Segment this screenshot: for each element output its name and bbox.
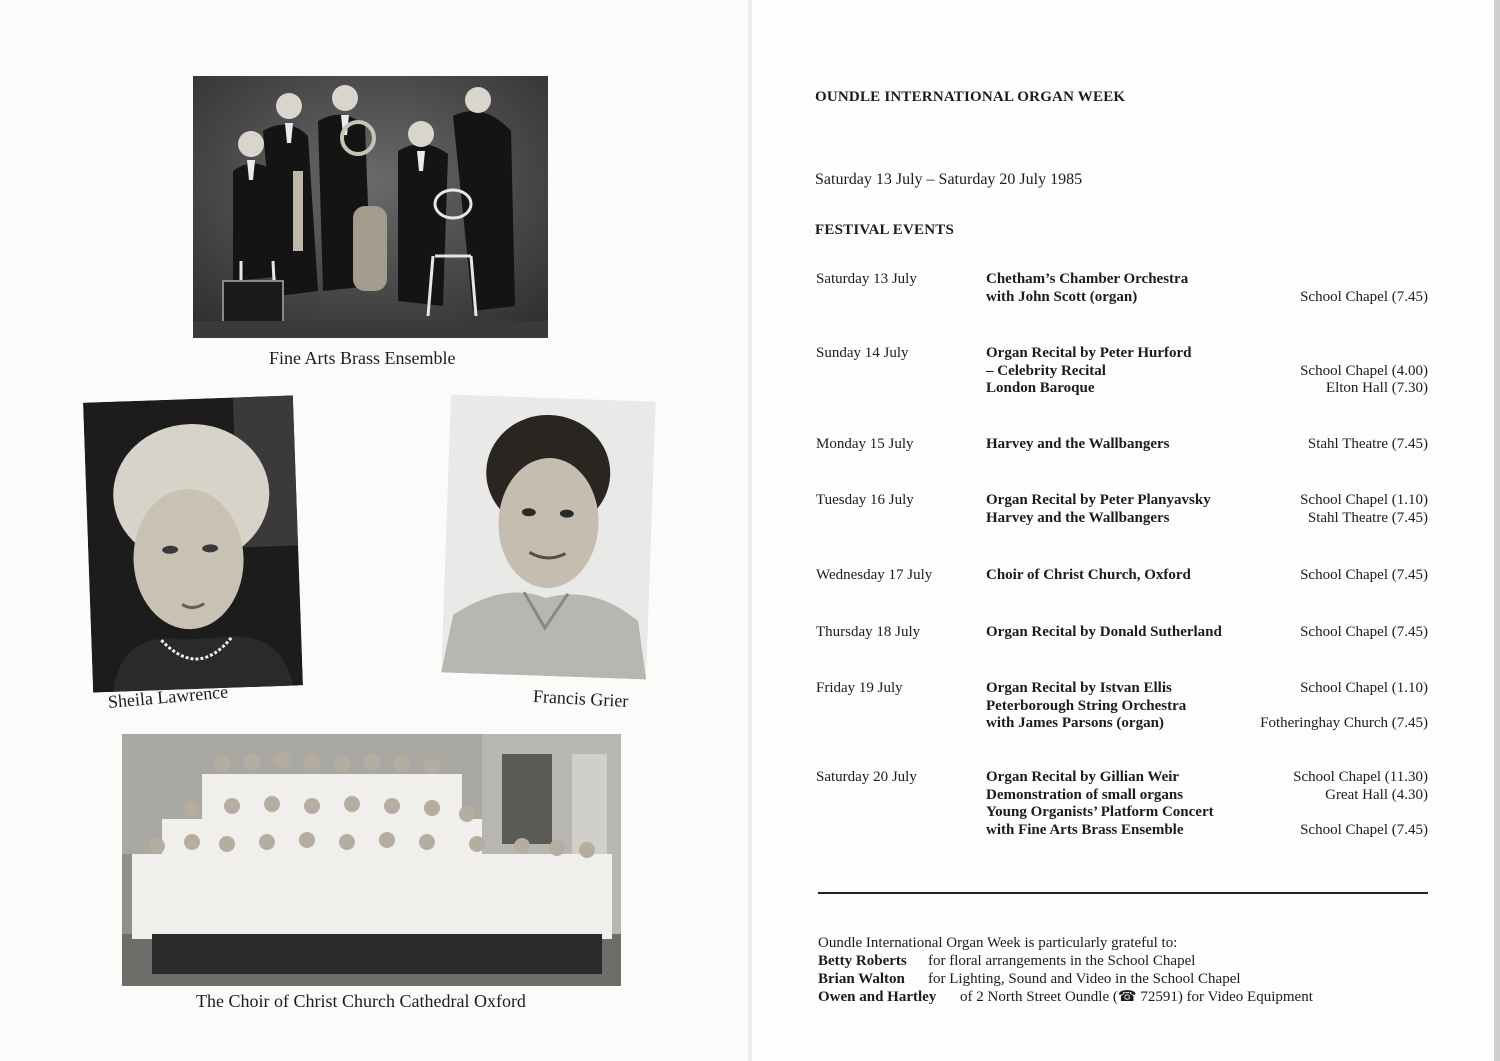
event-venues bbox=[1300, 345, 1428, 398]
choir-caption: The Choir of Christ Church Cathedral Oxford bbox=[196, 991, 526, 1011]
brass-ensemble-photo bbox=[193, 76, 548, 338]
francis-grier-caption: Francis Grier bbox=[532, 686, 629, 711]
event-venue: School Chapel (7.45) bbox=[1300, 288, 1428, 305]
event-titles bbox=[986, 567, 1191, 585]
event-venue: Great Hall (4.30) bbox=[1325, 786, 1428, 803]
event-venue: School Chapel (1.10) bbox=[1300, 492, 1428, 508]
thanks-name: Betty Roberts bbox=[818, 953, 907, 969]
event-venue: School Chapel (7.45) bbox=[1300, 821, 1428, 838]
left-page bbox=[0, 0, 748, 1061]
event-venue: Stahl Theatre (7.45) bbox=[1307, 509, 1428, 526]
event-title: Harvey and the Wallbangers bbox=[986, 509, 1170, 526]
event-day: Sunday 14 July bbox=[816, 345, 909, 361]
brass-caption: Fine Arts Brass Ensemble bbox=[269, 348, 456, 368]
event-title: Chetham’s Chamber Orchestra bbox=[986, 271, 1189, 287]
thanks-row bbox=[818, 952, 1313, 970]
event-title: London Baroque bbox=[986, 380, 1095, 396]
event-titles bbox=[986, 436, 1170, 454]
right-page bbox=[752, 0, 1494, 1061]
divider-rule bbox=[818, 892, 1428, 894]
sheila-lawrence-photo bbox=[83, 395, 303, 692]
event-titles bbox=[986, 271, 1188, 306]
event-venue: School Chapel (11.30) bbox=[1293, 769, 1428, 785]
event-title: Organ Recital by Peter Hurford bbox=[986, 345, 1192, 361]
event-day: Friday 19 July bbox=[816, 680, 903, 696]
event-day: Tuesday 16 July bbox=[816, 492, 914, 508]
events-heading: FESTIVAL EVENTS bbox=[815, 222, 955, 238]
event-day: Saturday 20 July bbox=[816, 769, 917, 785]
event-venues bbox=[1300, 492, 1428, 527]
thanks-text: of 2 North Street Oundle (☎ 72591) for Video Equipment bbox=[960, 989, 1313, 1005]
event-title: with James Parsons (organ) bbox=[986, 715, 1164, 731]
event-venue: Fotheringhay Church (7.45) bbox=[1260, 715, 1428, 731]
thanks-row bbox=[818, 988, 1313, 1006]
event-title: with Fine Arts Brass Ensemble bbox=[986, 821, 1184, 838]
event-venue: Elton Hall (7.30) bbox=[1325, 380, 1428, 396]
francis-grier-photo bbox=[441, 395, 656, 680]
festival-dates: Saturday 13 July – Saturday 20 July 1985 bbox=[815, 171, 1083, 188]
event-venues bbox=[1308, 436, 1428, 454]
thanks-text: for Lighting, Sound and Video in the School Chapel bbox=[928, 971, 1241, 987]
event-titles bbox=[986, 624, 1222, 642]
event-title: – Celebrity Recital bbox=[986, 362, 1106, 379]
choir-photo bbox=[122, 734, 621, 986]
event-venue bbox=[1300, 271, 1428, 289]
event-title: Demonstration of small organs bbox=[986, 786, 1184, 803]
event-venues bbox=[1293, 769, 1428, 839]
event-venue bbox=[1293, 804, 1428, 822]
thanks-name: Owen and Hartley bbox=[818, 989, 937, 1005]
event-titles bbox=[986, 345, 1192, 398]
thanks-name: Brian Walton bbox=[818, 971, 905, 987]
event-day: Saturday 13 July bbox=[816, 271, 917, 287]
event-day: Wednesday 17 July bbox=[816, 567, 933, 583]
event-title: Choir of Christ Church, Oxford bbox=[986, 567, 1191, 583]
event-title: Young Organists’ Platform Concert bbox=[986, 804, 1214, 820]
event-titles bbox=[986, 769, 1214, 839]
event-title: with John Scott (organ) bbox=[986, 288, 1138, 305]
event-titles bbox=[986, 492, 1211, 527]
event-venue: School Chapel (7.45) bbox=[1300, 567, 1428, 583]
event-venue bbox=[1260, 698, 1428, 716]
thanks-text: for floral arrangements in the School Chapel bbox=[928, 953, 1196, 969]
acknowledgements bbox=[818, 934, 1313, 1006]
event-title: Organ Recital by Istvan Ellis bbox=[986, 680, 1172, 696]
event-venue: School Chapel (1.10) bbox=[1300, 680, 1428, 696]
page-edge bbox=[1494, 0, 1500, 1061]
event-title: Peterborough String Orchestra bbox=[986, 697, 1187, 714]
event-title: Organ Recital by Donald Sutherland bbox=[986, 624, 1222, 640]
event-day: Monday 15 July bbox=[816, 436, 914, 452]
sheila-lawrence-caption: Sheila Lawrence bbox=[107, 681, 229, 712]
event-venue bbox=[1300, 345, 1428, 363]
thanks-row bbox=[818, 970, 1313, 988]
event-titles bbox=[986, 680, 1186, 733]
event-title: Harvey and the Wallbangers bbox=[986, 436, 1170, 452]
event-venue: School Chapel (4.00) bbox=[1300, 362, 1428, 379]
event-venue: Stahl Theatre (7.45) bbox=[1307, 436, 1428, 452]
event-day: Thursday 18 July bbox=[816, 624, 921, 640]
thanks-intro: Oundle International Organ Week is particularly grateful to: bbox=[818, 935, 1178, 951]
page-title: OUNDLE INTERNATIONAL ORGAN WEEK bbox=[815, 89, 1126, 105]
event-title: Organ Recital by Gillian Weir bbox=[986, 769, 1180, 785]
event-venues bbox=[1300, 624, 1428, 642]
event-venue: School Chapel (7.45) bbox=[1300, 624, 1428, 640]
event-venues bbox=[1260, 680, 1428, 733]
event-title: Organ Recital by Peter Planyavsky bbox=[986, 492, 1211, 508]
event-venues bbox=[1300, 271, 1428, 306]
event-venues bbox=[1300, 567, 1428, 585]
